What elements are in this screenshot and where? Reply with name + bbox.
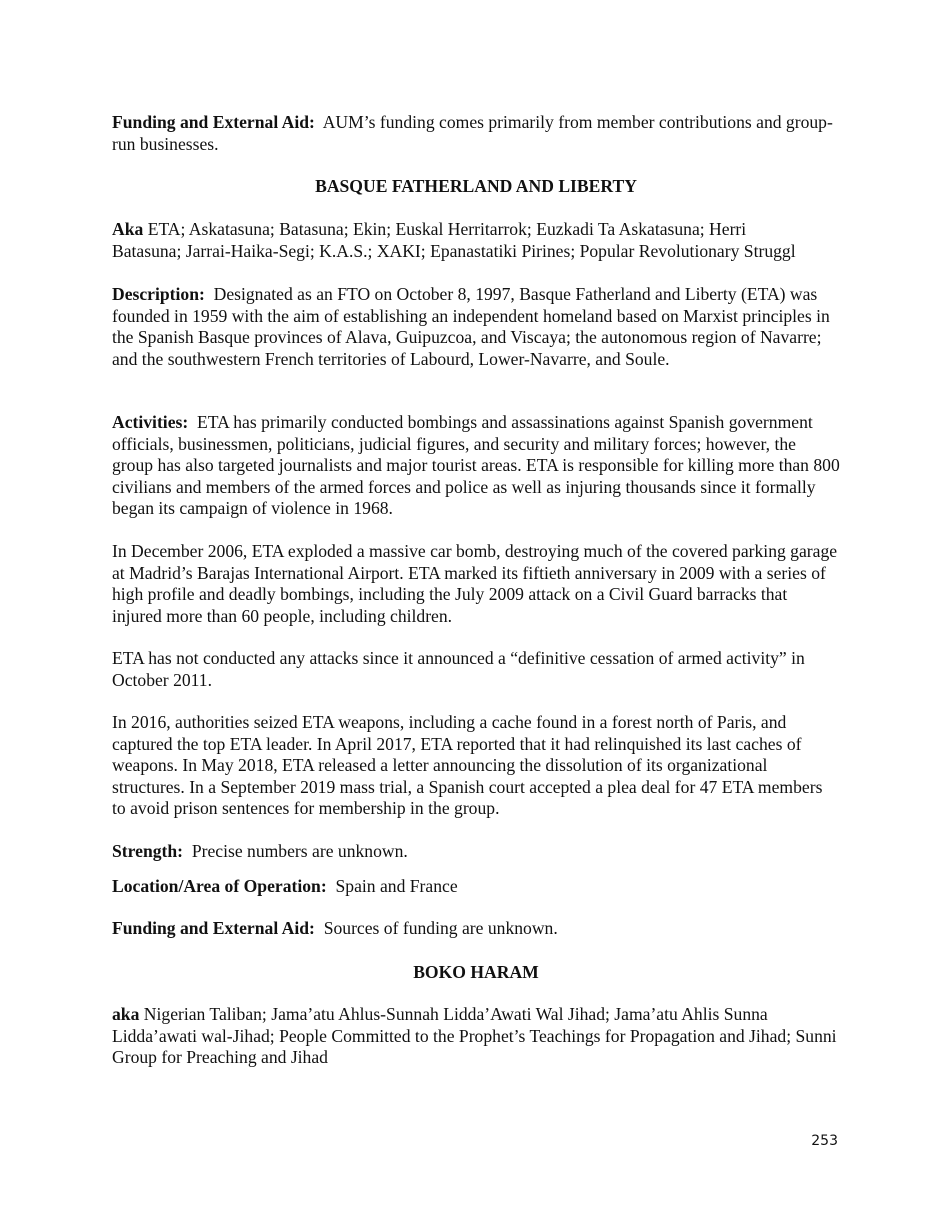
eta-aka-label: Aka [112, 219, 144, 239]
eta-location-paragraph [112, 876, 840, 898]
eta-aka-line-2: Batasuna; Jarrai-Haika-Segi; K.A.S.; XAKI; Epanastatiki Pirines; Popular Revolutionary Struggl [112, 240, 796, 261]
boko-aka-text: Nigerian Taliban; Jama’atu Ahlus-Sunnah Lidda’Awati Wal Jihad; Jama’atu Ahlis Sunna Lidda’awati wal-Jihad; People Committed to the Prophet’s Teachings for Propagation and Jihad; Sunni Group for Preaching and Jihad [112, 1004, 837, 1067]
eta-aka-text: ETA; Askatasuna; Batasuna; Ekin; Euskal Herritarrok; Euzkadi Ta Askatasuna; Herri [147, 219, 747, 239]
boko-aka-paragraph [112, 1004, 840, 1069]
eta-activities-label: Activities: [112, 412, 189, 432]
aum-funding-text: AUM’s funding comes primarily from member contributions and group-run businesses. [112, 112, 833, 154]
eta-location-text: Spain and France [335, 876, 458, 896]
eta-funding-label: Funding and External Aid: [112, 918, 315, 938]
eta-strength-paragraph [112, 841, 840, 863]
eta-strength-label: Strength: [112, 841, 184, 861]
eta-description-label: Description: [112, 284, 205, 304]
eta-2016-paragraph: In 2016, authorities seized ETA weapons, including a cache found in a forest north of Paris, and captured the top ETA leader. In April 2017, ETA reported that it had relinquished its last caches of weapons. In May 2018, ETA released a letter announcing the dissolution of its organizational structures. In a September 2019 mass trial, a Spanish court accepted a plea deal for 47 ETA members to avoid prison sentences for membership in the group. [112, 712, 823, 818]
eta-aka-line-1 [112, 219, 840, 241]
eta-aka-paragraph [112, 219, 840, 262]
eta-2006-paragraph: In December 2006, ETA exploded a massive car bomb, destroying much of the covered parking garage at Madrid’s Barajas International Airport. ETA marked its fiftieth anniversary in 2009 with a series of high profile and deadly bombings, including the July 2009 attack on a Civil Guard barracks that injured more than 60 people, including children. [112, 541, 838, 626]
aum-funding-paragraph [112, 112, 840, 155]
page-number: 253 [811, 1133, 838, 1149]
boko-heading: BOKO HARAM [413, 962, 539, 982]
eta-description-text: Designated as an FTO on October 8, 1997, Basque Fatherland and Liberty (ETA) was founded in 1959 with the aim of establishing an independent homeland based on Marxist principles in the Spanish Basque provinces of Alava, Guipuzcoa, and Viscaya; the autonomous region of Navarre; and the southwestern French territories of Labourd, Lower-Navarre, and Soule. [112, 284, 830, 369]
eta-location-label: Location/Area of Operation: [112, 876, 327, 896]
eta-funding-paragraph [112, 918, 840, 940]
eta-activities-paragraph [112, 412, 840, 520]
boko-aka-label: aka [112, 1004, 140, 1024]
eta-funding-text: Sources of funding are unknown. [323, 918, 558, 938]
eta-2011-paragraph: ETA has not conducted any attacks since it announced a “definitive cessation of armed activity” in October 2011. [112, 648, 805, 690]
aum-funding-label: Funding and External Aid: [112, 112, 315, 132]
eta-heading: BASQUE FATHERLAND AND LIBERTY [315, 176, 637, 196]
eta-activities-text: ETA has primarily conducted bombings and assassinations against Spanish government officials, businessmen, politicians, judicial figures, and security and military forces; however, the group has also targeted journalists and major tourist areas. ETA is responsible for killing more than 800 civilians and members of the armed forces and police as well as injuring thousands since it formally began its campaign of violence in 1968. [112, 412, 840, 518]
eta-description-paragraph [112, 284, 840, 370]
eta-strength-text: Precise numbers are unknown. [191, 841, 408, 861]
